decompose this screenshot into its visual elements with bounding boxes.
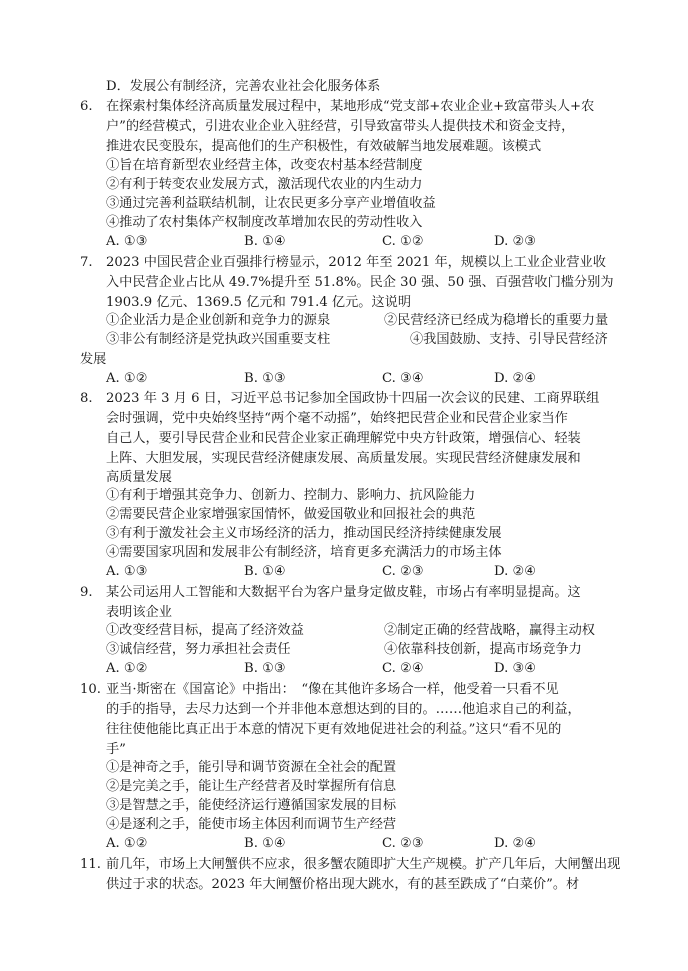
- question-stem-line: 入中民营企业占比从 49.7%提升至 51.8%。民企 30 强、50 强、百强营收门槛分别为: [106, 275, 614, 290]
- option-d[interactable]: D. ②④: [494, 371, 537, 386]
- question-number: 10.: [80, 682, 101, 697]
- option-b[interactable]: B. ①④: [244, 836, 286, 851]
- option-b[interactable]: B. ①③: [244, 661, 286, 676]
- question-stem-line: 某公司运用人工智能和大数据平台为客户量身定做皮鞋，市场占有率明显提高。这: [106, 585, 581, 600]
- statement: ①有利于增强其竞争力、创新力、控制力、影响力、抗风险能力: [106, 488, 476, 503]
- statement-tail: 发展: [80, 352, 107, 367]
- question-stem-line: 推进农民变股东，提高他们的生产积极性，有效破解当地发展难题。该模式: [106, 139, 542, 154]
- question-stem-line: 供过于求的状态。2023 年大闸蟹价格出现大跳水，有的甚至跌成了“白菜价”。材: [106, 877, 580, 892]
- option-d[interactable]: D. ②④: [494, 836, 537, 851]
- statement: ③通过完善利益联结机制，让农民更多分享产业增值收益: [106, 196, 436, 211]
- question-stem-line: 2023 年 3 月 6 日，习近平总书记参加全国政协十四届一次会议的民建、工商界联组: [106, 391, 600, 406]
- option-c[interactable]: C. ③④: [382, 371, 424, 386]
- option-c[interactable]: C. ①②: [382, 234, 424, 249]
- option-b[interactable]: B. ①④: [244, 564, 286, 579]
- question-number: 8.: [80, 391, 93, 406]
- question-stem-line: 的手的指导，去尽力达到一个并非他本意想达到的目的。……他追求自己的利益，: [106, 702, 581, 717]
- option-b[interactable]: B. ①③: [244, 371, 286, 386]
- option-d[interactable]: D. ②④: [494, 564, 537, 579]
- statement: ②制定正确的经营战略，赢得主动权: [384, 623, 595, 638]
- question-stem-line: 手”: [106, 742, 126, 757]
- question-stem-line: 往往使他能比真正出于本意的情况下更有效地促进社会的利益。”这只“看不见的: [106, 722, 562, 737]
- option-c[interactable]: C. ②③: [382, 836, 424, 851]
- statement: ①旨在培育新型农业经营主体，改变农村基本经营制度: [106, 158, 423, 173]
- option-a[interactable]: A. ①③: [106, 234, 148, 249]
- option-d[interactable]: D. ③④: [494, 661, 537, 676]
- statement: ①是神奇之手，能引导和调节资源在全社会的配置: [106, 760, 397, 775]
- statement: ④我国鼓励、支持、引导民营经济: [410, 332, 608, 347]
- statement: ①企业活力是企业创新和竞争力的源泉: [106, 313, 331, 328]
- question-stem-line: 2023 中国民营企业百强排行榜显示，2012 年至 2021 年，规模以上工业企业营业收: [106, 255, 606, 270]
- option-b[interactable]: B. ①④: [244, 234, 286, 249]
- question-stem-line: 高质量发展: [106, 470, 172, 485]
- statement: ②需要民营企业家增强家国情怀，做爱国敬业和回报社会的典范: [106, 507, 476, 522]
- statement: ②民营经济已经成为稳增长的重要力量: [384, 313, 609, 328]
- statement: ①改变经营目标，提高了经济效益: [106, 623, 304, 638]
- statement: ②是完美之手，能让生产经营者及时掌握所有信息: [106, 779, 397, 794]
- question-stem-line: 亚当·斯密在《国富论》中指出： “像在其他许多场合一样，他受着一只看不见: [106, 682, 559, 697]
- question-number: 9.: [80, 585, 93, 600]
- statement: ③有利于激发社会主义市场经济的活力，推动国民经济持续健康发展: [106, 526, 502, 541]
- option-d[interactable]: D. ②③: [494, 234, 537, 249]
- statement: ④依靠科技创新，提高市场竞争力: [384, 642, 582, 657]
- statement: ③诚信经营，努力承担社会责任: [106, 642, 291, 657]
- question-stem-line: 前几年，市场上大闸蟹供不应求，很多蟹农随即扩大生产规模。扩产几年后，大闸蟹出现: [106, 857, 621, 872]
- question-number: 11.: [80, 857, 101, 872]
- option-c[interactable]: C. ②③: [382, 564, 424, 579]
- statement: ④推动了农村集体产权制度改革增加农民的劳动性收入: [106, 215, 423, 230]
- question-stem-line: 会时强调，党中央始终坚持“两个毫不动摇”，始终把民营企业和民营企业家当作: [106, 411, 568, 426]
- statement: ③非公有制经济是党执政兴国重要支柱: [106, 332, 331, 347]
- question-stem-line: 1903.9 亿元、1369.5 亿元和 791.4 亿元。这说明: [106, 295, 412, 310]
- option-c[interactable]: C. ②④: [382, 661, 424, 676]
- question-number: 7.: [80, 255, 93, 270]
- question-stem-line: 自己人，要引导民营企业和民营企业家正确理解党中央方针政策，增强信心、轻装: [106, 431, 581, 446]
- option-a[interactable]: A. ①②: [106, 371, 148, 386]
- prev-option-d: D．发展公有制经济，完善农业社会化服务体系: [106, 79, 381, 94]
- question-stem-line: 上阵、大胆发展，实现民营经济健康发展、高质量发展。实现民营经济健康发展和: [106, 451, 581, 466]
- question-stem-line: 户”的经营模式，引进农业企业入驻经营，引导致富带头人提供技术和资金支持，: [106, 119, 575, 134]
- option-a[interactable]: A. ①③: [106, 564, 148, 579]
- question-number: 6.: [80, 99, 93, 114]
- option-a[interactable]: A. ①②: [106, 836, 148, 851]
- statement: ④需要国家巩固和发展非公有制经济，培育更多充满活力的市场主体: [106, 545, 502, 560]
- statement: ②有利于转变农业发展方式，激活现代农业的内生动力: [106, 177, 423, 192]
- question-stem-line: 在探索村集体经济高质量发展过程中，某地形成“党支部+农业企业+致富带头人+农: [106, 99, 595, 114]
- statement: ③是智慧之手，能使经济运行遵循国家发展的目标: [106, 798, 397, 813]
- option-a[interactable]: A. ①②: [106, 661, 148, 676]
- statement: ④是逐利之手，能使市场主体因利而调节生产经营: [106, 817, 397, 832]
- question-stem-line: 表明该企业: [106, 605, 172, 620]
